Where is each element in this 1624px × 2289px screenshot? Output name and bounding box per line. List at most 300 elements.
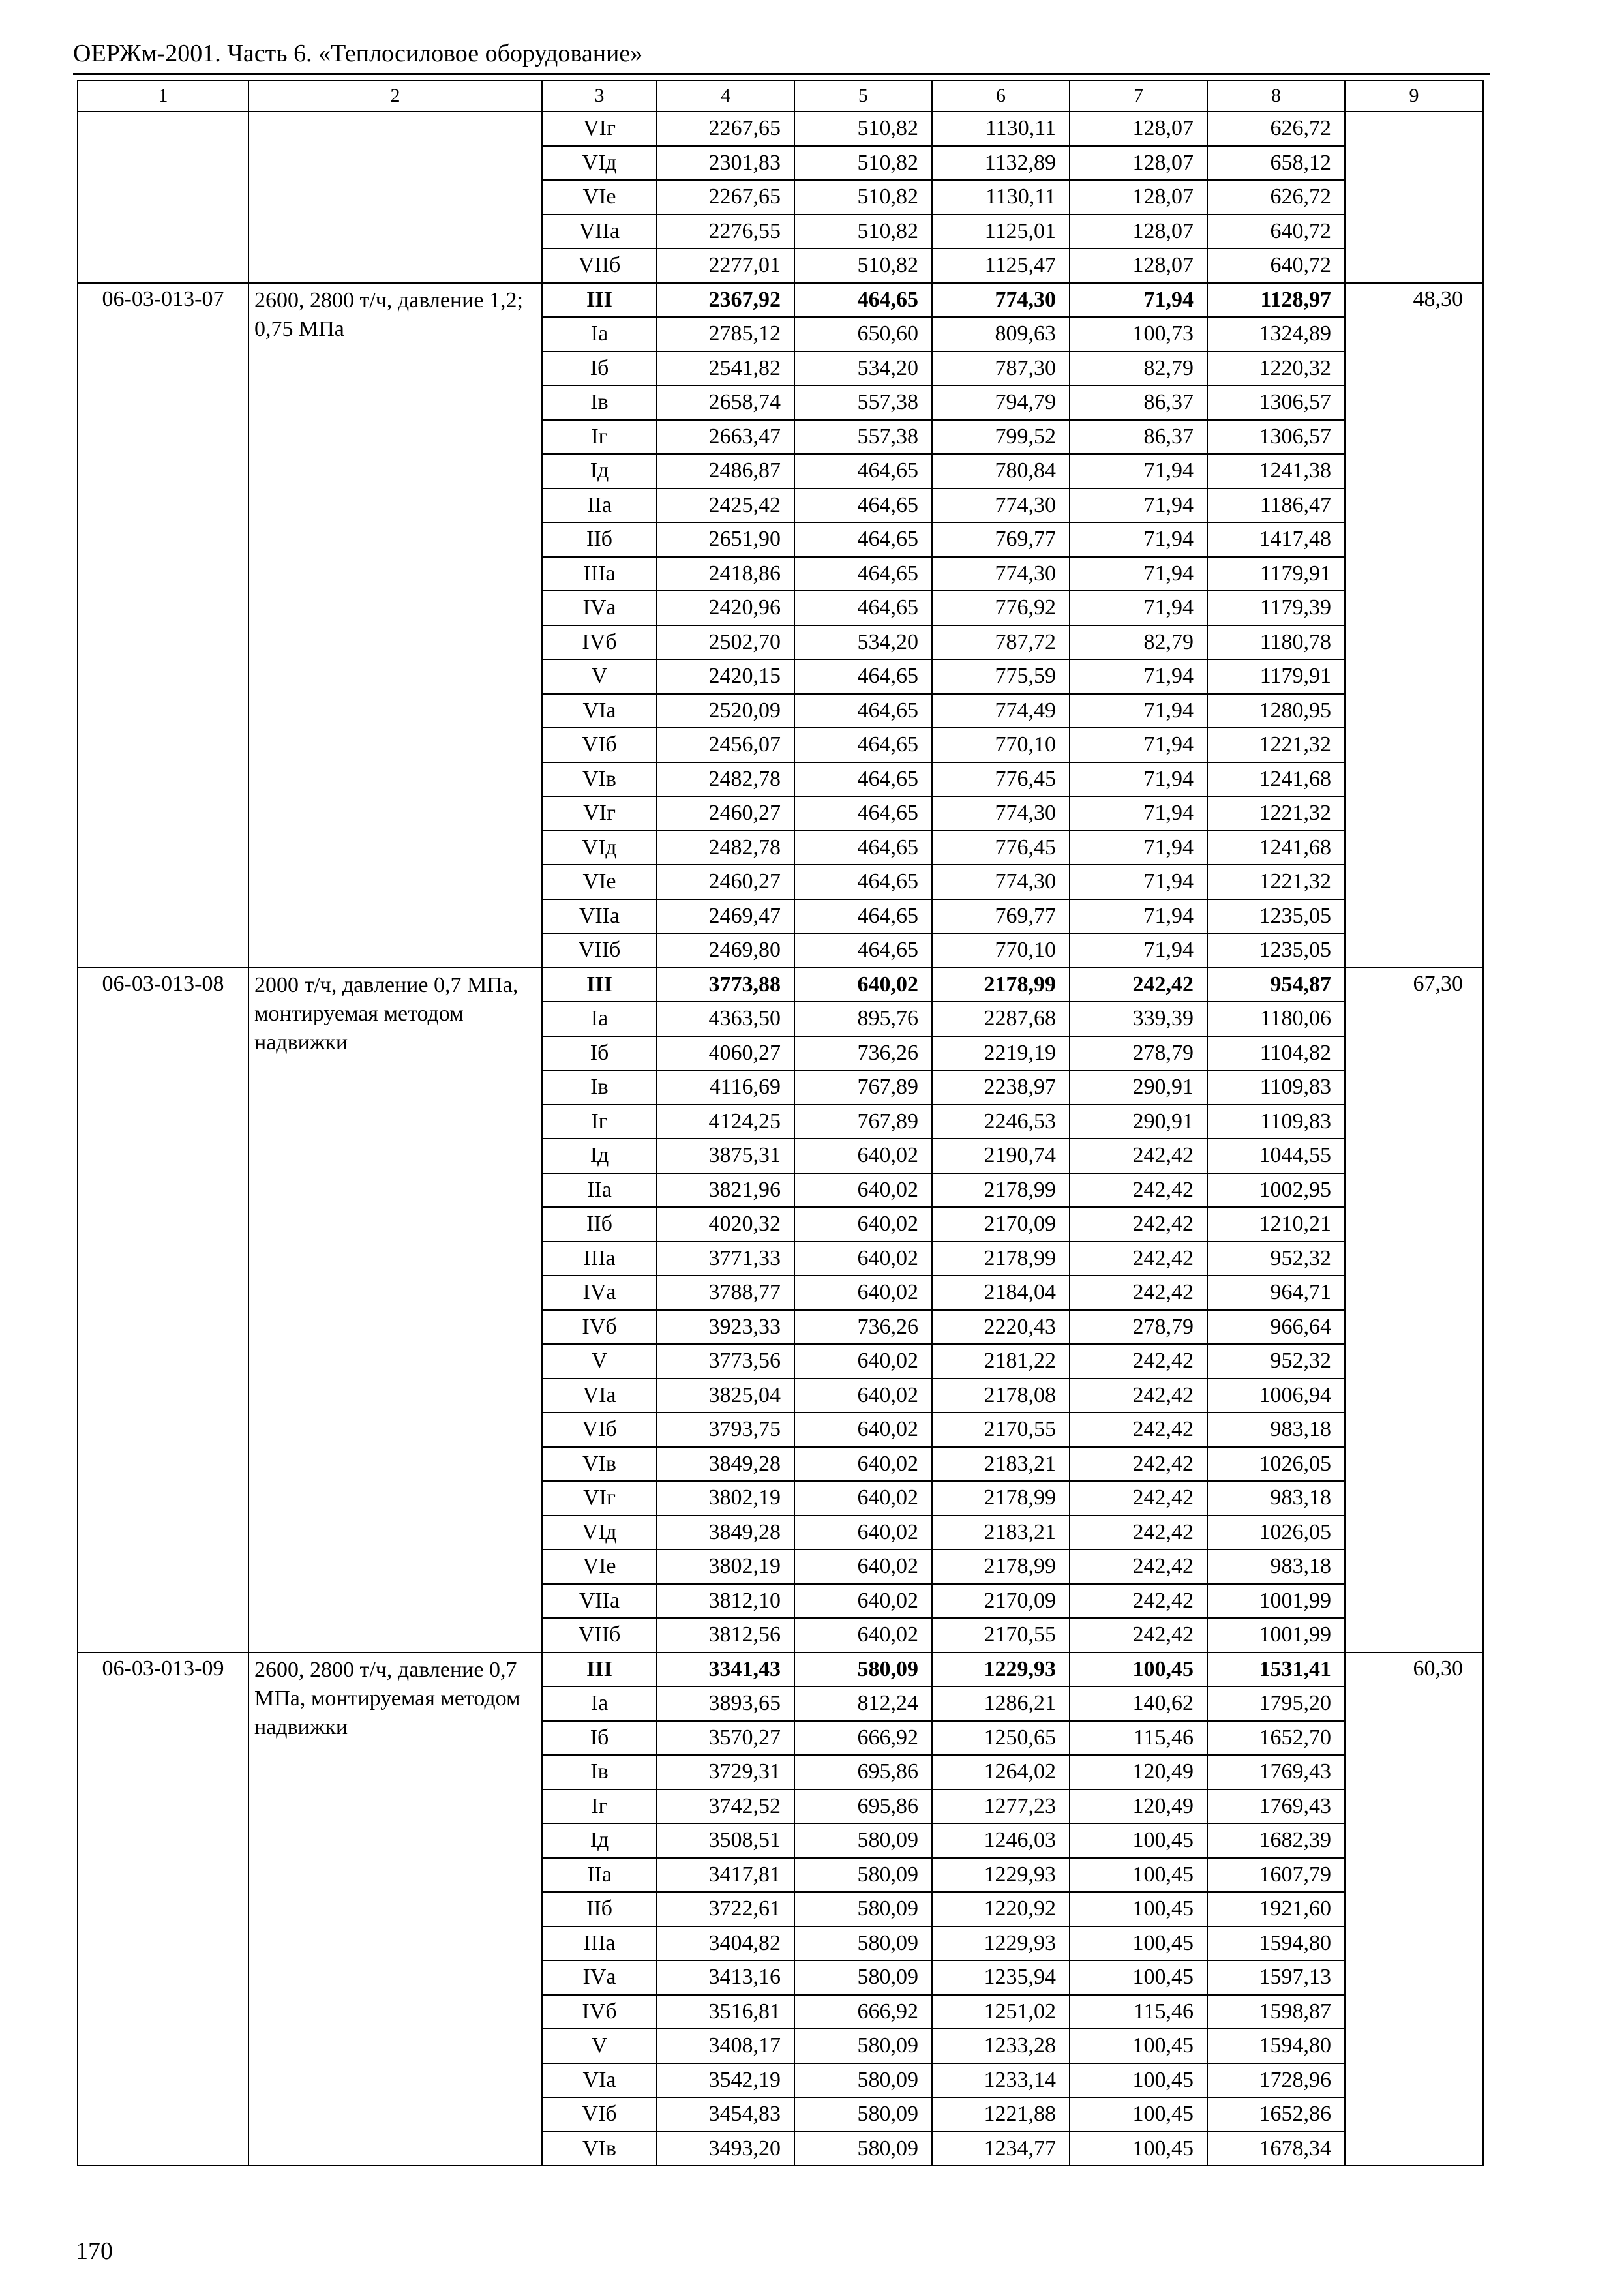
value-cell: 1002,95 <box>1207 1173 1345 1208</box>
value-cell: 534,20 <box>794 625 932 660</box>
value-cell: 580,09 <box>794 1858 932 1893</box>
value-cell: 100,45 <box>1070 1960 1207 1995</box>
rate-code-cell: 06-03-013-09 <box>78 1653 248 2166</box>
value-cell: 580,09 <box>794 1653 932 1687</box>
value-cell: 1728,96 <box>1207 2063 1345 2098</box>
value-cell: 640,02 <box>794 1481 932 1516</box>
value-cell: 2460,27 <box>657 796 794 831</box>
value-cell: 1250,65 <box>932 1721 1070 1756</box>
value-cell: 770,10 <box>932 728 1070 762</box>
value-cell: 464,65 <box>794 899 932 934</box>
zone-cell: Iд <box>542 454 657 488</box>
value-cell: 775,59 <box>932 659 1070 694</box>
value-cell: 3849,28 <box>657 1516 794 1550</box>
value-cell: 580,09 <box>794 2063 932 2098</box>
value-cell: 1795,20 <box>1207 1686 1345 1721</box>
value-cell: 3570,27 <box>657 1721 794 1756</box>
value-cell: 640,72 <box>1207 248 1345 283</box>
value-cell: 242,42 <box>1070 1618 1207 1653</box>
value-cell: 1221,32 <box>1207 865 1345 899</box>
value-cell: 640,02 <box>794 1516 932 1550</box>
value-cell: 1235,05 <box>1207 933 1345 968</box>
value-cell: 1229,93 <box>932 1926 1070 1961</box>
zone-cell: VIIа <box>542 215 657 249</box>
value-cell: 580,09 <box>794 1892 932 1926</box>
value-cell: 120,49 <box>1070 1755 1207 1789</box>
labor-norm-cell: 48,30 <box>1345 283 1483 968</box>
value-cell: 1594,80 <box>1207 2029 1345 2063</box>
value-cell: 695,86 <box>794 1789 932 1824</box>
value-cell: 3516,81 <box>657 1995 794 2029</box>
value-cell: 3542,19 <box>657 2063 794 2098</box>
value-cell: 580,09 <box>794 1926 932 1961</box>
zone-cell: III <box>542 283 657 318</box>
value-cell: 2178,99 <box>932 1549 1070 1584</box>
value-cell: 242,42 <box>1070 1207 1207 1242</box>
value-cell: 640,02 <box>794 1139 932 1173</box>
zone-cell: VIа <box>542 694 657 728</box>
value-cell: 242,42 <box>1070 1447 1207 1482</box>
value-cell: 787,72 <box>932 625 1070 660</box>
value-cell: 2178,99 <box>932 968 1070 1002</box>
value-cell: 1001,99 <box>1207 1584 1345 1619</box>
value-cell: 3404,82 <box>657 1926 794 1961</box>
column-header: 2 <box>248 80 542 112</box>
zone-cell: V <box>542 2029 657 2063</box>
value-cell: 1264,02 <box>932 1755 1070 1789</box>
description-cell <box>248 112 542 283</box>
value-cell: 100,45 <box>1070 2132 1207 2166</box>
value-cell: 580,09 <box>794 2132 932 2166</box>
value-cell: 464,65 <box>794 933 932 968</box>
zone-cell: IIа <box>542 1173 657 1208</box>
table-row <box>78 968 1483 1002</box>
value-cell: 1769,43 <box>1207 1789 1345 1824</box>
value-cell: 1130,11 <box>932 112 1070 146</box>
value-cell: 1128,97 <box>1207 283 1345 318</box>
value-cell: 4060,27 <box>657 1036 794 1071</box>
value-cell: 2486,87 <box>657 454 794 488</box>
value-cell: 71,94 <box>1070 557 1207 591</box>
zone-cell: VIг <box>542 1481 657 1516</box>
value-cell: 580,09 <box>794 2097 932 2132</box>
zone-cell: VIг <box>542 112 657 146</box>
description-cell: 2600, 2800 т/ч, давление 1,2; 0,75 МПа <box>248 283 542 968</box>
value-cell: 2460,27 <box>657 865 794 899</box>
value-cell: 3454,83 <box>657 2097 794 2132</box>
value-cell: 464,65 <box>794 762 932 797</box>
value-cell: 510,82 <box>794 180 932 215</box>
value-cell: 1180,06 <box>1207 1002 1345 1036</box>
value-cell: 71,94 <box>1070 796 1207 831</box>
value-cell: 3893,65 <box>657 1686 794 1721</box>
value-cell: 1280,95 <box>1207 694 1345 728</box>
value-cell: 1607,79 <box>1207 1858 1345 1893</box>
value-cell: 242,42 <box>1070 1344 1207 1379</box>
value-cell: 640,02 <box>794 1379 932 1413</box>
zone-cell: VIе <box>542 1549 657 1584</box>
value-cell: 71,94 <box>1070 933 1207 968</box>
value-cell: 812,24 <box>794 1686 932 1721</box>
value-cell: 1132,89 <box>932 146 1070 181</box>
value-cell: 71,94 <box>1070 659 1207 694</box>
zone-cell: VIIб <box>542 248 657 283</box>
rates-table <box>77 80 1484 2166</box>
value-cell: 1006,94 <box>1207 1379 1345 1413</box>
value-cell: 1246,03 <box>932 1823 1070 1858</box>
value-cell: 1186,47 <box>1207 488 1345 523</box>
value-cell: 650,60 <box>794 317 932 352</box>
value-cell: 774,49 <box>932 694 1070 728</box>
value-cell: 2178,99 <box>932 1173 1070 1208</box>
value-cell: 2181,22 <box>932 1344 1070 1379</box>
value-cell: 780,84 <box>932 454 1070 488</box>
value-cell: 895,76 <box>794 1002 932 1036</box>
value-cell: 82,79 <box>1070 352 1207 386</box>
value-cell: 71,94 <box>1070 454 1207 488</box>
value-cell: 2220,43 <box>932 1310 1070 1345</box>
value-cell: 3771,33 <box>657 1242 794 1276</box>
value-cell: 809,63 <box>932 317 1070 352</box>
zone-cell: IIб <box>542 522 657 557</box>
value-cell: 1306,57 <box>1207 385 1345 420</box>
column-header: 4 <box>657 80 794 112</box>
zone-cell: VIв <box>542 1447 657 1482</box>
value-cell: 4124,25 <box>657 1105 794 1139</box>
value-cell: 1241,68 <box>1207 762 1345 797</box>
value-cell: 2482,78 <box>657 762 794 797</box>
zone-cell: IIIа <box>542 1926 657 1961</box>
value-cell: 3923,33 <box>657 1310 794 1345</box>
value-cell: 3802,19 <box>657 1481 794 1516</box>
value-cell: 115,46 <box>1070 1721 1207 1756</box>
value-cell: 776,45 <box>932 831 1070 865</box>
value-cell: 1921,60 <box>1207 1892 1345 1926</box>
value-cell: 1229,93 <box>932 1653 1070 1687</box>
zone-cell: Iа <box>542 1686 657 1721</box>
zone-cell: Iб <box>542 1721 657 1756</box>
zone-cell: VIд <box>542 831 657 865</box>
zone-cell: VIа <box>542 2063 657 2098</box>
value-cell: 242,42 <box>1070 968 1207 1002</box>
value-cell: 278,79 <box>1070 1310 1207 1345</box>
value-cell: 2482,78 <box>657 831 794 865</box>
zone-cell: VIIа <box>542 899 657 934</box>
value-cell: 3875,31 <box>657 1139 794 1173</box>
value-cell: 3508,51 <box>657 1823 794 1858</box>
value-cell: 510,82 <box>794 112 932 146</box>
value-cell: 774,30 <box>932 865 1070 899</box>
value-cell: 3812,10 <box>657 1584 794 1619</box>
value-cell: 86,37 <box>1070 385 1207 420</box>
zone-cell: V <box>542 1344 657 1379</box>
zone-cell: Iв <box>542 1070 657 1105</box>
value-cell: 952,32 <box>1207 1242 1345 1276</box>
table-body <box>78 112 1483 2166</box>
zone-cell: VIв <box>542 2132 657 2166</box>
value-cell: 557,38 <box>794 420 932 455</box>
value-cell: 2785,12 <box>657 317 794 352</box>
value-cell: 464,65 <box>794 796 932 831</box>
value-cell: 464,65 <box>794 557 932 591</box>
value-cell: 2287,68 <box>932 1002 1070 1036</box>
value-cell: 128,07 <box>1070 112 1207 146</box>
value-cell: 666,92 <box>794 1721 932 1756</box>
value-cell: 534,20 <box>794 352 932 386</box>
value-cell: 140,62 <box>1070 1686 1207 1721</box>
value-cell: 4116,69 <box>657 1070 794 1105</box>
value-cell: 2178,99 <box>932 1242 1070 1276</box>
description-cell: 2000 т/ч, давление 0,7 МПа, монтируемая методом надвижки <box>248 968 542 1653</box>
value-cell: 1652,70 <box>1207 1721 1345 1756</box>
value-cell: 290,91 <box>1070 1070 1207 1105</box>
value-cell: 2651,90 <box>657 522 794 557</box>
value-cell: 2502,70 <box>657 625 794 660</box>
value-cell: 640,72 <box>1207 215 1345 249</box>
value-cell: 128,07 <box>1070 146 1207 181</box>
value-cell: 776,92 <box>932 591 1070 625</box>
value-cell: 242,42 <box>1070 1276 1207 1310</box>
zone-cell: Iв <box>542 1755 657 1789</box>
value-cell: 1001,99 <box>1207 1618 1345 1653</box>
description-cell: 2600, 2800 т/ч, давление 0,7 МПа, монтируемая методом надвижки <box>248 1653 542 2166</box>
header-rule <box>73 73 1490 75</box>
value-cell: 1233,14 <box>932 2063 1070 2098</box>
zone-cell: IVб <box>542 625 657 660</box>
value-cell: 1221,32 <box>1207 728 1345 762</box>
value-cell: 464,65 <box>794 283 932 318</box>
value-cell: 736,26 <box>794 1036 932 1071</box>
value-cell: 774,30 <box>932 796 1070 831</box>
zone-cell: Iа <box>542 317 657 352</box>
value-cell: 2277,01 <box>657 248 794 283</box>
value-cell: 1179,39 <box>1207 591 1345 625</box>
value-cell: 100,45 <box>1070 2097 1207 2132</box>
value-cell: 1044,55 <box>1207 1139 1345 1173</box>
value-cell: 71,94 <box>1070 899 1207 934</box>
value-cell: 2658,74 <box>657 385 794 420</box>
value-cell: 100,73 <box>1070 317 1207 352</box>
value-cell: 464,65 <box>794 728 932 762</box>
value-cell: 966,64 <box>1207 1310 1345 1345</box>
value-cell: 695,86 <box>794 1755 932 1789</box>
value-cell: 580,09 <box>794 1960 932 1995</box>
value-cell: 1109,83 <box>1207 1070 1345 1105</box>
value-cell: 1210,21 <box>1207 1207 1345 1242</box>
zone-cell: IIб <box>542 1892 657 1926</box>
value-cell: 2170,55 <box>932 1618 1070 1653</box>
zone-cell: Iв <box>542 385 657 420</box>
table-row <box>78 283 1483 318</box>
labor-norm-cell: 60,30 <box>1345 1653 1483 2166</box>
value-cell: 71,94 <box>1070 762 1207 797</box>
value-cell: 769,77 <box>932 522 1070 557</box>
value-cell: 464,65 <box>794 865 932 899</box>
value-cell: 1229,93 <box>932 1858 1070 1893</box>
zone-cell: VIв <box>542 762 657 797</box>
zone-cell: III <box>542 968 657 1002</box>
value-cell: 71,94 <box>1070 865 1207 899</box>
value-cell: 242,42 <box>1070 1139 1207 1173</box>
value-cell: 983,18 <box>1207 1481 1345 1516</box>
value-cell: 640,02 <box>794 968 932 1002</box>
value-cell: 1769,43 <box>1207 1755 1345 1789</box>
zone-cell: Iг <box>542 420 657 455</box>
value-cell: 100,45 <box>1070 2029 1207 2063</box>
value-cell: 774,30 <box>932 488 1070 523</box>
value-cell: 2170,09 <box>932 1207 1070 1242</box>
value-cell: 2367,92 <box>657 283 794 318</box>
value-cell: 1179,91 <box>1207 557 1345 591</box>
value-cell: 242,42 <box>1070 1584 1207 1619</box>
value-cell: 580,09 <box>794 2029 932 2063</box>
value-cell: 1130,11 <box>932 180 1070 215</box>
value-cell: 242,42 <box>1070 1516 1207 1550</box>
zone-cell: IIа <box>542 1858 657 1893</box>
value-cell: 1306,57 <box>1207 420 1345 455</box>
value-cell: 1104,82 <box>1207 1036 1345 1071</box>
value-cell: 2276,55 <box>657 215 794 249</box>
value-cell: 640,02 <box>794 1173 932 1208</box>
column-number-row <box>78 80 1483 112</box>
value-cell: 1180,78 <box>1207 625 1345 660</box>
value-cell: 774,30 <box>932 557 1070 591</box>
value-cell: 242,42 <box>1070 1379 1207 1413</box>
value-cell: 242,42 <box>1070 1242 1207 1276</box>
value-cell: 983,18 <box>1207 1413 1345 1447</box>
value-cell: 71,94 <box>1070 488 1207 523</box>
zone-cell: Iг <box>542 1789 657 1824</box>
value-cell: 1221,32 <box>1207 796 1345 831</box>
value-cell: 2469,80 <box>657 933 794 968</box>
value-cell: 954,87 <box>1207 968 1345 1002</box>
value-cell: 770,10 <box>932 933 1070 968</box>
zone-cell: VIб <box>542 728 657 762</box>
value-cell: 1286,21 <box>932 1686 1070 1721</box>
zone-cell: Iд <box>542 1139 657 1173</box>
zone-cell: VIа <box>542 1379 657 1413</box>
value-cell: 1531,41 <box>1207 1653 1345 1687</box>
value-cell: 464,65 <box>794 454 932 488</box>
zone-cell: VIб <box>542 2097 657 2132</box>
value-cell: 640,02 <box>794 1242 932 1276</box>
value-cell: 464,65 <box>794 522 932 557</box>
value-cell: 2170,09 <box>932 1584 1070 1619</box>
value-cell: 290,91 <box>1070 1105 1207 1139</box>
value-cell: 71,94 <box>1070 283 1207 318</box>
value-cell: 799,52 <box>932 420 1070 455</box>
value-cell: 3802,19 <box>657 1549 794 1584</box>
value-cell: 626,72 <box>1207 180 1345 215</box>
value-cell: 1597,13 <box>1207 1960 1345 1995</box>
value-cell: 82,79 <box>1070 625 1207 660</box>
value-cell: 3417,81 <box>657 1858 794 1893</box>
value-cell: 3493,20 <box>657 2132 794 2166</box>
rate-code-cell <box>78 112 248 283</box>
value-cell: 3408,17 <box>657 2029 794 2063</box>
column-header: 9 <box>1345 80 1483 112</box>
value-cell: 666,92 <box>794 1995 932 2029</box>
value-cell: 242,42 <box>1070 1481 1207 1516</box>
value-cell: 640,02 <box>794 1618 932 1653</box>
value-cell: 640,02 <box>794 1413 932 1447</box>
value-cell: 2178,08 <box>932 1379 1070 1413</box>
value-cell: 2267,65 <box>657 180 794 215</box>
value-cell: 1598,87 <box>1207 1995 1345 2029</box>
value-cell: 1221,88 <box>932 2097 1070 2132</box>
value-cell: 464,65 <box>794 591 932 625</box>
zone-cell: IVб <box>542 1995 657 2029</box>
value-cell: 2420,15 <box>657 659 794 694</box>
value-cell: 787,30 <box>932 352 1070 386</box>
value-cell: 2425,42 <box>657 488 794 523</box>
value-cell: 3773,88 <box>657 968 794 1002</box>
value-cell: 100,45 <box>1070 1926 1207 1961</box>
value-cell: 1251,02 <box>932 1995 1070 2029</box>
zone-cell: IIа <box>542 488 657 523</box>
value-cell: 1234,77 <box>932 2132 1070 2166</box>
zone-cell: VIе <box>542 180 657 215</box>
zone-cell: IIб <box>542 1207 657 1242</box>
column-header: 5 <box>794 80 932 112</box>
value-cell: 4363,50 <box>657 1002 794 1036</box>
value-cell: 464,65 <box>794 488 932 523</box>
value-cell: 1682,39 <box>1207 1823 1345 1858</box>
zone-cell: VIIа <box>542 1584 657 1619</box>
value-cell: 242,42 <box>1070 1413 1207 1447</box>
value-cell: 1125,01 <box>932 215 1070 249</box>
value-cell: 120,49 <box>1070 1789 1207 1824</box>
value-cell: 242,42 <box>1070 1173 1207 1208</box>
value-cell: 2190,74 <box>932 1139 1070 1173</box>
zone-cell: IIIа <box>542 557 657 591</box>
value-cell: 2456,07 <box>657 728 794 762</box>
value-cell: 774,30 <box>932 283 1070 318</box>
value-cell: 128,07 <box>1070 180 1207 215</box>
value-cell: 3793,75 <box>657 1413 794 1447</box>
value-cell: 128,07 <box>1070 215 1207 249</box>
page-header-title: ОЕРЖм-2001. Часть 6. «Теплосиловое оборудование» <box>73 40 643 67</box>
value-cell: 1652,86 <box>1207 2097 1345 2132</box>
column-header: 7 <box>1070 80 1207 112</box>
value-cell: 3413,16 <box>657 1960 794 1995</box>
value-cell: 1109,83 <box>1207 1105 1345 1139</box>
value-cell: 983,18 <box>1207 1549 1345 1584</box>
value-cell: 3722,61 <box>657 1892 794 1926</box>
value-cell: 2219,19 <box>932 1036 1070 1071</box>
zone-cell: VIб <box>542 1413 657 1447</box>
value-cell: 2183,21 <box>932 1516 1070 1550</box>
rate-code-cell: 06-03-013-08 <box>78 968 248 1653</box>
table-row <box>78 1653 1483 1687</box>
value-cell: 1235,05 <box>1207 899 1345 934</box>
value-cell: 1220,32 <box>1207 352 1345 386</box>
labor-norm-cell: 67,30 <box>1345 968 1483 1653</box>
value-cell: 658,12 <box>1207 146 1345 181</box>
value-cell: 4020,32 <box>657 1207 794 1242</box>
value-cell: 776,45 <box>932 762 1070 797</box>
value-cell: 71,94 <box>1070 694 1207 728</box>
value-cell: 640,02 <box>794 1344 932 1379</box>
value-cell: 1026,05 <box>1207 1447 1345 1482</box>
value-cell: 100,45 <box>1070 1653 1207 1687</box>
value-cell: 2183,21 <box>932 1447 1070 1482</box>
value-cell: 71,94 <box>1070 831 1207 865</box>
value-cell: 1026,05 <box>1207 1516 1345 1550</box>
value-cell: 3341,43 <box>657 1653 794 1687</box>
value-cell: 640,02 <box>794 1549 932 1584</box>
value-cell: 767,89 <box>794 1105 932 1139</box>
